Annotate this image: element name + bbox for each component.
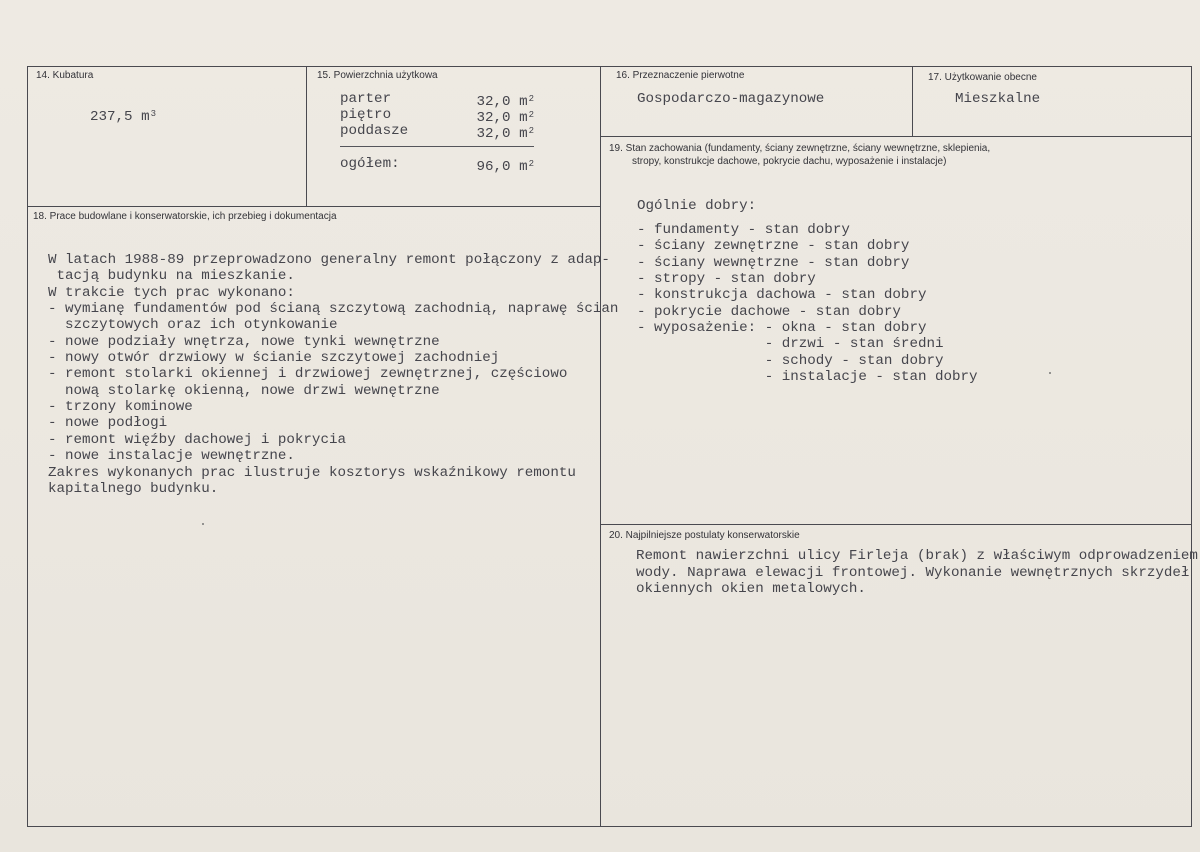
field-16-label: 16. Przeznaczenie pierwotne: [616, 70, 745, 81]
area-row-name: poddasze: [340, 123, 409, 139]
area-total-name: ogółem:: [340, 156, 400, 172]
center-divider: [600, 66, 601, 826]
area-row-value: [450, 123, 534, 142]
right-rule: [1191, 66, 1192, 826]
works-line: W latach 1988-89 przeprowadzono generalny remont połączony z adap-: [48, 252, 610, 268]
volume-value: 237,5 m: [90, 109, 150, 125]
field-14-value: [90, 106, 156, 125]
mid-rule-left: [27, 206, 601, 207]
divider-14-15: [306, 66, 307, 206]
works-line: - remont więźby dachowej i pokrycia: [48, 432, 346, 448]
area-row-name: piętro: [340, 107, 392, 123]
paper-speck: [1049, 372, 1051, 374]
area-row-number: 32,0 m: [476, 110, 528, 126]
condition-line: - drzwi - stan średni: [637, 336, 944, 352]
area-row-exponent: 2: [528, 94, 534, 104]
field-16-value: Gospodarczo-magazynowe: [637, 91, 825, 107]
condition-line: Ogólnie dobry:: [637, 198, 757, 214]
area-total-exponent: 2: [528, 159, 534, 169]
top-rule: [27, 66, 1192, 67]
field-20-label: 20. Najpilniejsze postulaty konserwatorskie: [609, 530, 800, 541]
works-line: - nowe instalacje wewnętrzne.: [48, 448, 295, 464]
field-17-value: Mieszkalne: [955, 91, 1041, 107]
works-line: W trakcie tych prac wykonano:: [48, 285, 295, 301]
bottom-rule: [27, 826, 1192, 827]
rule-above-19: [601, 136, 1192, 137]
field-18-label: 18. Prace budowlane i konserwatorskie, ich przebieg i dokumentacja: [33, 211, 337, 222]
field-15-label: 15. Powierzchnia użytkowa: [317, 70, 438, 81]
works-line: tacją budynku na mieszkanie.: [48, 268, 295, 284]
works-line: kapitalnego budynku.: [48, 481, 219, 497]
postulate-line: wody. Naprawa elewacji frontowej. Wykonanie wewnętrznych skrzydeł: [636, 565, 1190, 581]
area-row-name: parter: [340, 91, 392, 107]
condition-line: - instalacje - stan dobry: [637, 369, 978, 385]
field-19-label: 19. Stan zachowania (fundamenty, ściany zewnętrzne, ściany wewnętrzne, sklepienia,: [609, 143, 991, 154]
condition-line: - stropy - stan dobry: [637, 271, 816, 287]
works-line: Zakres wykonanych prac ilustruje kosztorys wskaźnikowy remontu: [48, 465, 576, 481]
condition-line: - ściany zewnętrzne - stan dobry: [637, 238, 910, 254]
area-row-exponent: 2: [528, 126, 534, 136]
paper-speck: [202, 523, 204, 525]
field-19-label-cont: stropy, konstrukcje dachowe, pokrycie dachu, wyposażenie i instalacje): [632, 156, 947, 167]
area-row-number: 32,0 m: [476, 94, 528, 110]
divider-16-17: [912, 66, 913, 136]
condition-line: - fundamenty - stan dobry: [637, 222, 850, 238]
postulate-line: okiennych okien metalowych.: [636, 581, 866, 597]
condition-line: - konstrukcja dachowa - stan dobry: [637, 287, 927, 303]
volume-unit-exponent: 3: [150, 109, 157, 119]
works-line: - nowe podłogi: [48, 415, 168, 431]
area-total-value: [450, 156, 534, 175]
area-row-exponent: 2: [528, 110, 534, 120]
condition-line: - wyposażenie: - okna - stan dobry: [637, 320, 927, 336]
postulate-line: Remont nawierzchni ulicy Firleja (brak) z właściwym odprowadzeniem: [636, 548, 1198, 564]
area-total-number: 96,0 m: [476, 159, 528, 175]
works-line: nową stolarkę okienną, nowe drzwi wewnętrzne: [48, 383, 440, 399]
works-line: - nowe podziały wnętrza, nowe tynki wewnętrzne: [48, 334, 440, 350]
left-rule: [27, 66, 28, 826]
area-row-number: 32,0 m: [476, 126, 528, 142]
condition-line: - ściany wewnętrzne - stan dobry: [637, 255, 910, 271]
works-line: - remont stolarki okiennej i drzwiowej zewnętrznej, częściowo: [48, 366, 568, 382]
works-line: - trzony kominowe: [48, 399, 193, 415]
condition-line: - pokrycie dachowe - stan dobry: [637, 304, 901, 320]
field-17-label: 17. Użytkowanie obecne: [928, 72, 1037, 83]
field-14-label: 14. Kubatura: [36, 70, 94, 81]
works-line: - wymianę fundamentów pod ścianą szczytową zachodnią, naprawę ścian: [48, 301, 619, 317]
condition-line: - schody - stan dobry: [637, 353, 944, 369]
works-line: szczytowych oraz ich otynkowanie: [48, 317, 338, 333]
works-line: - nowy otwór drzwiowy w ścianie szczytowej zachodniej: [48, 350, 500, 366]
area-sum-rule: [340, 146, 534, 147]
rule-above-20: [601, 524, 1192, 525]
